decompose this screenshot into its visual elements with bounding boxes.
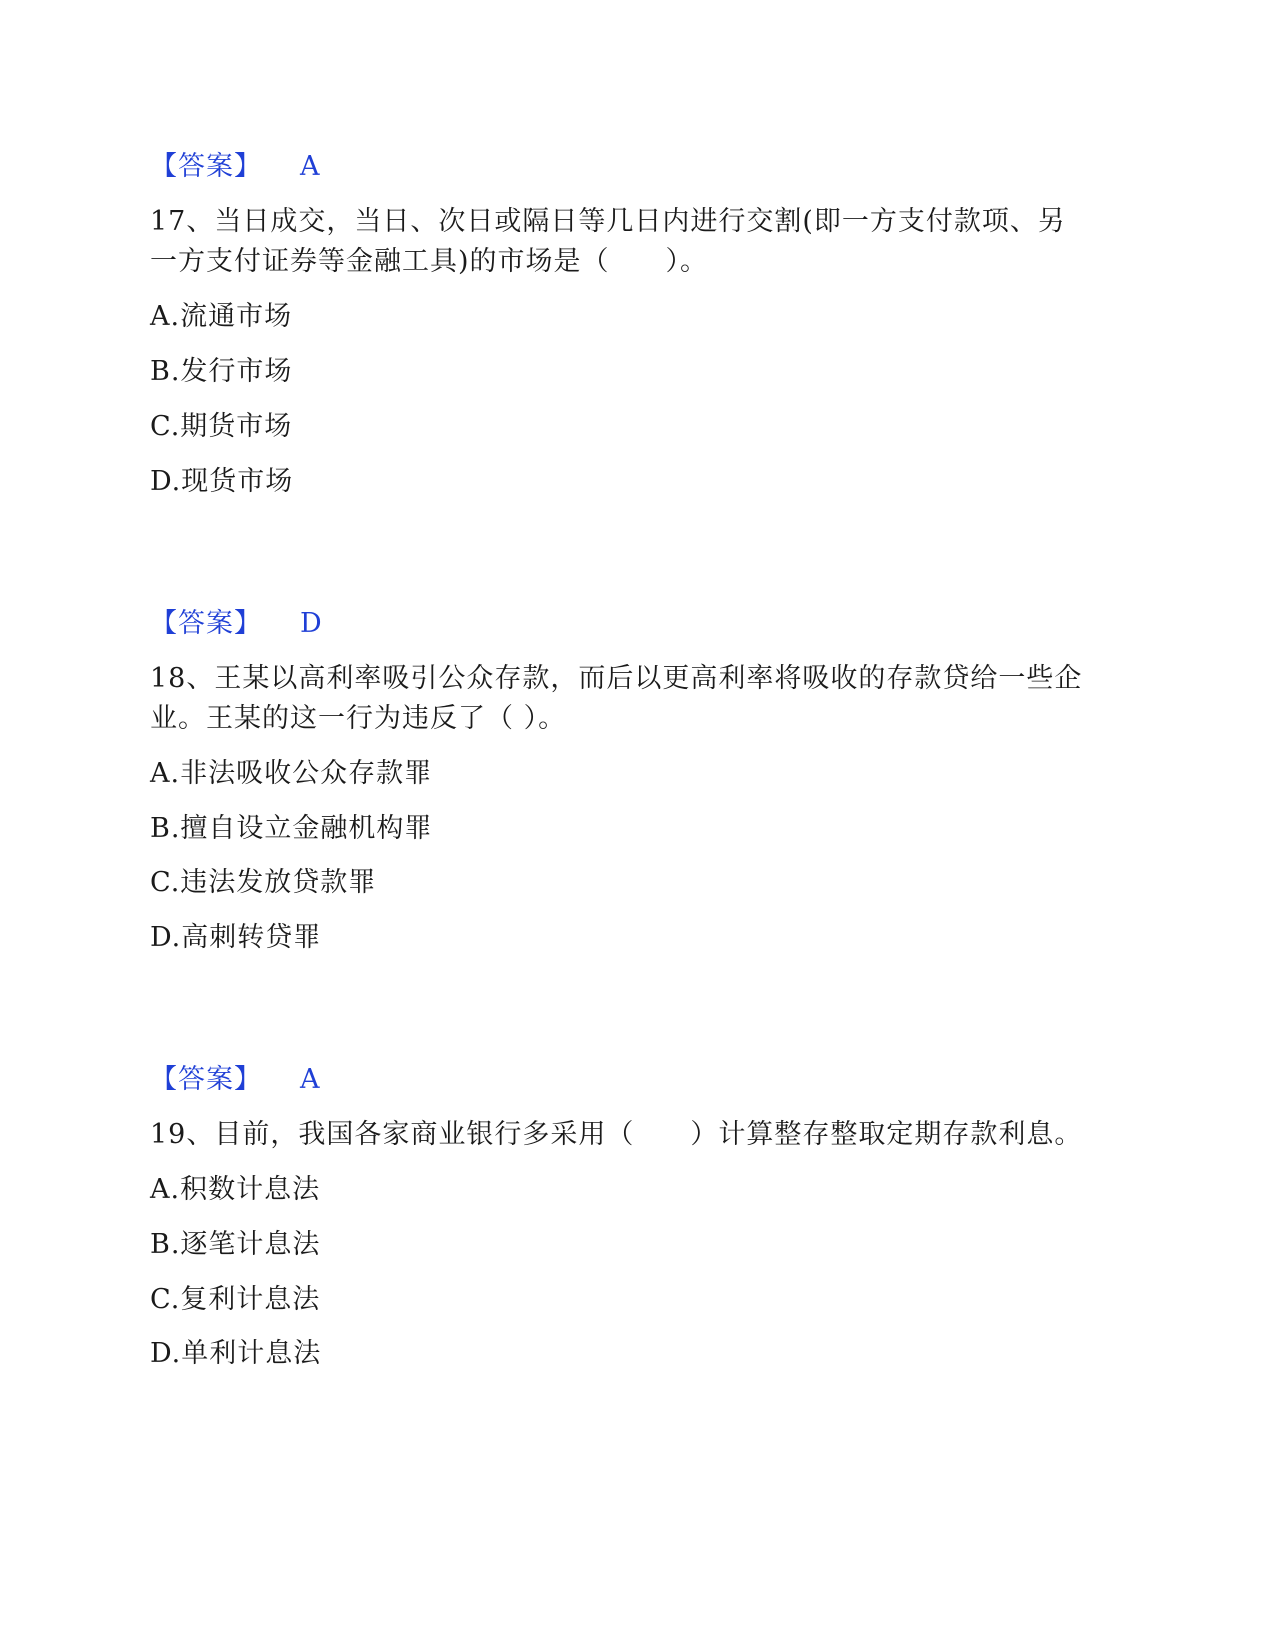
answer-label: 【答案】 xyxy=(150,151,262,182)
option-c: C.复利计息法 xyxy=(150,1284,321,1315)
question-text: 一方支付证券等金融工具)的市场是（ ）。 xyxy=(150,246,709,277)
option-a: A.非法吸收公众存款罪 xyxy=(150,758,433,789)
option-b: B.擅自设立金融机构罪 xyxy=(150,813,433,844)
answer-line xyxy=(150,607,323,641)
option-b: B.发行市场 xyxy=(150,356,293,387)
option-d: D.单利计息法 xyxy=(150,1338,322,1369)
question-text: 19、目前，我国各家商业银行多采用（ ）计算整存整取定期存款利息。 xyxy=(150,1119,1083,1150)
answer-label: 【答案】 xyxy=(150,608,262,639)
option-d: D.高刺转贷罪 xyxy=(150,922,322,953)
option-d: D.现货市场 xyxy=(150,466,294,497)
question-text: 18、王某以高利率吸引公众存款，而后以更高利率将吸收的存款贷给一些企 xyxy=(150,663,1083,694)
option-c: C.期货市场 xyxy=(150,411,293,442)
option-c: C.违法发放贷款罪 xyxy=(150,867,377,898)
question-text: 业。王某的这一行为违反了（ ）。 xyxy=(150,703,567,734)
option-a: A.积数计息法 xyxy=(150,1174,321,1205)
option-a: A.流通市场 xyxy=(150,301,293,332)
answer-value: A xyxy=(300,1064,321,1095)
answer-value: D xyxy=(300,608,323,639)
answer-line xyxy=(150,1063,321,1097)
answer-label: 【答案】 xyxy=(150,1064,262,1095)
option-b: B.逐笔计息法 xyxy=(150,1229,321,1260)
answer-value: A xyxy=(300,151,321,182)
question-text: 17、当日成交，当日、次日或隔日等几日内进行交割(即一方支付款项、另 xyxy=(150,206,1066,237)
answer-line xyxy=(150,150,321,184)
